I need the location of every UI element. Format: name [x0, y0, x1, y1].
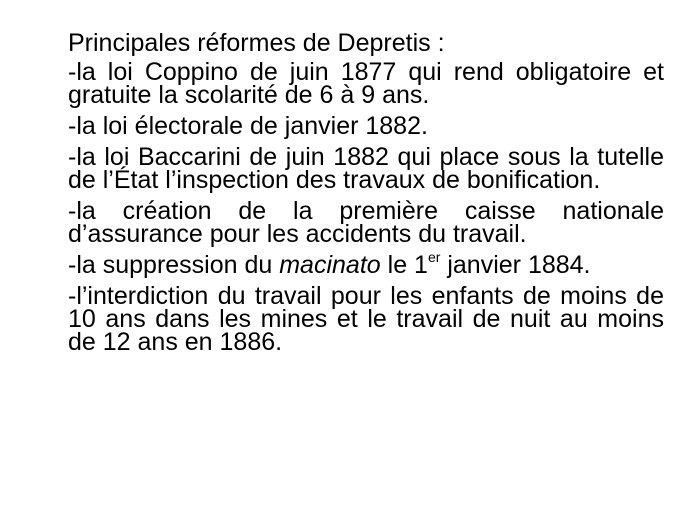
- ordinal-superscript: er: [427, 248, 441, 265]
- reform-item-macinato: [68, 248, 664, 279]
- slide-content: [68, 28, 664, 354]
- reform-item-insurance-fund: -la création de la première caisse nationale d’assurance pour les accidents du travail.: [68, 197, 664, 248]
- macinato-prefix: -la suppression du: [68, 251, 280, 279]
- reform-item-child-labor: -l’interdiction du travail pour les enfants de moins de 10 ans dans les mines et le travail de nuit au moins de 12 ans en 1886.: [68, 282, 664, 356]
- macinato-suffix: janvier 1884.: [440, 251, 591, 279]
- reform-item-electoral-law: -la loi électorale de janvier 1882.: [68, 112, 428, 140]
- macinato-term: macinato: [279, 251, 381, 279]
- reform-item-baccarini: -la loi Baccarini de juin 1882 qui place sous la tutelle de l’État l’inspection des travaux de bonification.: [68, 143, 664, 194]
- slide-heading: Principales réformes de Depretis :: [68, 29, 445, 57]
- reform-item-coppino: -la loi Coppino de juin 1877 qui rend obligatoire et gratuite la scolarité de 6 à 9 ans.: [68, 58, 664, 109]
- macinato-middle: le 1: [380, 251, 428, 279]
